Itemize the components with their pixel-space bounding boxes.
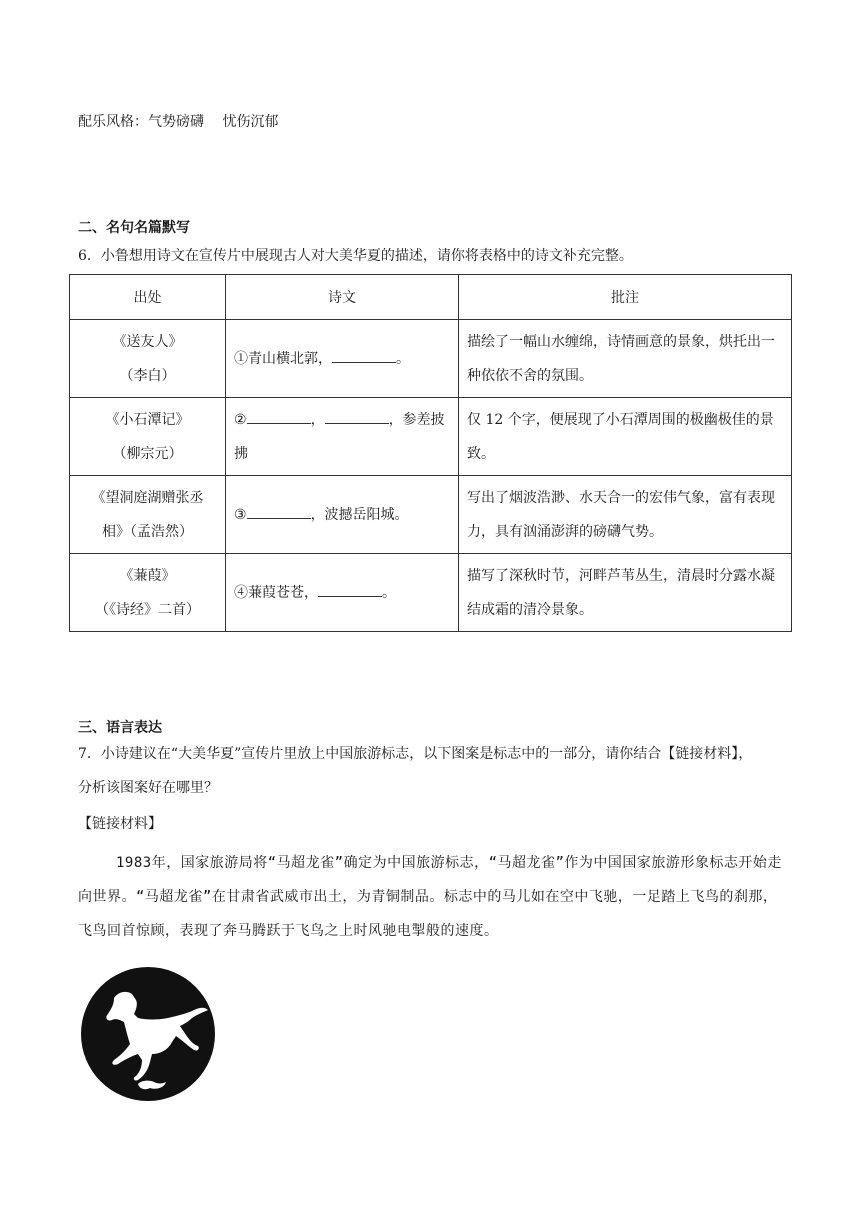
question-7-line1: 7．小诗建议在“大美华夏”宣传片里放上中国旅游标志，以下图案是标志中的一部分，请你结合【链接材料】，	[78, 746, 753, 762]
poem-text: ，	[310, 411, 325, 428]
note-cell: 写出了烟波浩渺、水天合一的宏伟气象，富有表现力，具有汹涌澎湃的磅礴气势。	[459, 476, 792, 554]
poem-text: 。	[382, 584, 396, 601]
fill-blank[interactable]	[247, 409, 311, 424]
note-cell: 描写了深秋时节，河畔芦苇丛生，清晨时分露水凝结成霜的清冷景象。	[459, 554, 792, 632]
source-title: 《送友人》	[112, 333, 183, 350]
poem-text: ③	[234, 506, 247, 523]
music-style-line: 配乐风格：气势磅礴 忧伤沉郁	[78, 114, 279, 130]
poem-table	[69, 274, 792, 632]
poem-text: ，波撼岳阳城。	[310, 506, 409, 523]
poem-text: ②	[234, 411, 247, 428]
fill-blank[interactable]	[332, 348, 396, 363]
poem-cell	[226, 554, 459, 632]
poem-text: ，参差披拂	[234, 411, 445, 462]
question-7-line2: 分析该图案好在哪里？	[78, 780, 218, 796]
source-cell	[70, 554, 226, 632]
source-title: 《望洞庭湖赠张丞	[91, 489, 204, 506]
source-author: 相》（孟浩然）	[102, 523, 193, 540]
poem-cell	[226, 320, 459, 398]
poem-text: ①青山横北郭，	[234, 350, 332, 367]
table-row	[70, 398, 792, 476]
header-note: 批注	[459, 275, 792, 320]
table-row	[70, 320, 792, 398]
poem-cell	[226, 398, 459, 476]
source-author: （《诗经》二首）	[95, 601, 200, 618]
fill-blank[interactable]	[247, 504, 311, 519]
fill-blank[interactable]	[325, 409, 389, 424]
note-cell: 描绘了一幅山水缠绵，诗情画意的景象，烘托出一种依依不舍的氛围。	[459, 320, 792, 398]
note-cell: 仅 12 个字，便展现了小石潭周围的极幽极佳的景致。	[459, 398, 792, 476]
poem-text: ④蒹葭苍苍，	[234, 584, 318, 601]
poem-cell	[226, 476, 459, 554]
source-author: （李白）	[119, 367, 176, 384]
source-author: （柳宗元）	[112, 445, 183, 462]
section2-heading: 二、名句名篇默写	[78, 220, 190, 236]
question-6: 6．小鲁想用诗文在宣传片中展现古人对大美华夏的描述，请你将表格中的诗文补充完整。	[78, 248, 633, 264]
table-header-row	[70, 275, 792, 320]
source-title: 《小石潭记》	[105, 411, 190, 428]
material-text: 1983年，国家旅游局将“马超龙雀”确定为中国旅游标志，“马超龙雀”作为中国国家旅游形象标志开始走向世界。“马超龙雀”在甘肃省武威市出土，为青铜制品。标志中的马儿如在空中飞驰，一足踏上飞鸟的刹那，飞鸟回首惊顾，表现了奔马腾跃于飞鸟之上时风驰电掣般的速度。	[78, 855, 782, 939]
table-row	[70, 476, 792, 554]
source-cell	[70, 320, 226, 398]
source-cell	[70, 476, 226, 554]
section3-heading: 三、语言表达	[78, 720, 162, 736]
galloping-horse-logo-icon	[80, 966, 216, 1102]
header-poem: 诗文	[226, 275, 459, 320]
material-label: 【链接材料】	[78, 816, 162, 832]
header-source: 出处	[70, 275, 226, 320]
poem-text: 。	[396, 350, 410, 367]
source-title: 《蒹葭》	[119, 567, 176, 584]
table-row	[70, 554, 792, 632]
source-cell	[70, 398, 226, 476]
fill-blank[interactable]	[318, 582, 382, 597]
